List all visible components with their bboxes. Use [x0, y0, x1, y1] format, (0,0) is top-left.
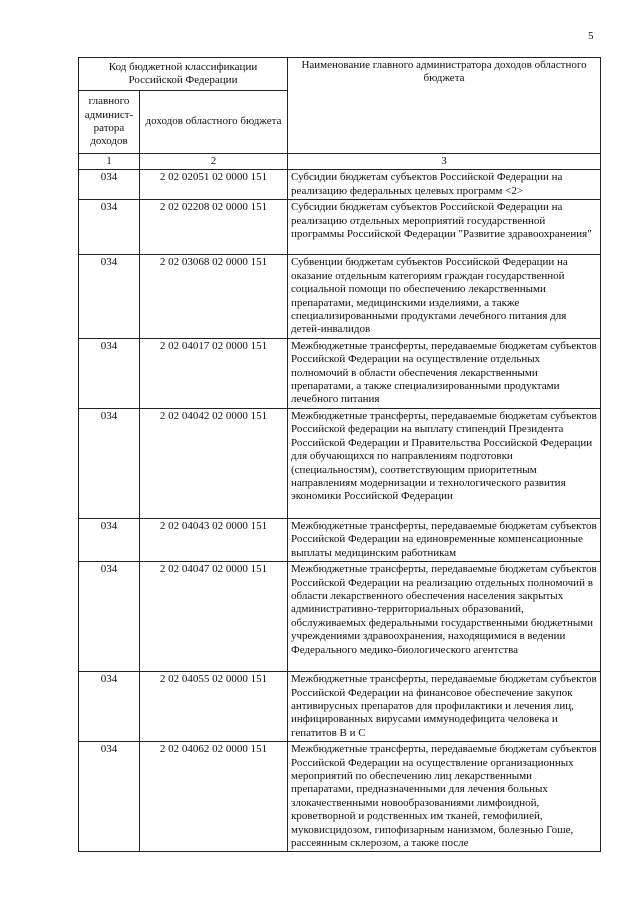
admin-code: 034: [79, 170, 140, 200]
column-number: 1: [79, 154, 140, 170]
income-name: Межбюджетные трансферты, передаваемые бюджетам субъектов Российской Федерации на реализацию отдельных полномочий в области лекарственного обеспечения населения закрытых административно-территориальных образований, обслуживаемых федеральными государственными бюджетными учреждениями здравоохранения, находящимися в ведении Федерального медико-биологического агентства: [288, 562, 601, 672]
table-row: [79, 518, 601, 561]
income-name: Межбюджетные трансферты, передаваемые бюджетам субъектов Российской Федерации на единовременные компенсационные выплаты медицинским работникам: [288, 518, 601, 561]
table-row: [79, 408, 601, 518]
income-name: Субвенции бюджетам субъектов Российской Федерации на оказание отдельным категориям граждан государственной социальной помощи по обеспечению лекарственными препаратами, медицинскими изделиями, а также специализированными продуктами лечебного питания для детей-инвалидов: [288, 255, 601, 338]
column-number-row: [79, 154, 601, 170]
header-administrator-name: Наименование главного администратора доходов областного бюджета: [288, 58, 601, 154]
income-code: 2 02 04043 02 0000 151: [140, 518, 288, 561]
income-name: Межбюджетные трансферты, передаваемые бюджетам субъектов Российской федерации на выплату стипендий Президента Российской Федерации и Правительства Российской Федерации для обучающихся по направлениям подготовки (специальностям), соответствующим приоритетным направлениям модернизации и технологического развития экономики Российской Федерации: [288, 408, 601, 518]
admin-code: 034: [79, 338, 140, 408]
column-number: 3: [288, 154, 601, 170]
admin-code: 034: [79, 200, 140, 255]
income-code: 2 02 04062 02 0000 151: [140, 742, 288, 852]
income-code: 2 02 04055 02 0000 151: [140, 672, 288, 742]
admin-code: 034: [79, 672, 140, 742]
table-row: [79, 338, 601, 408]
income-name: Межбюджетные трансферты, передаваемые бюджетам субъектов Российской Федерации на осуществление организационных мероприятий по обеспечению лиц лекарственными препаратами, предназначенными для лечения больных злокачественными новообразованиями лимфоидной, кроветворной и родственных им тканей, гемофилией, муковисцидозом, гипофизарным нанизмом, болезнью Гоше, рассеянным склерозом, а также после: [288, 742, 601, 852]
table-row: [79, 200, 601, 255]
admin-code: 034: [79, 255, 140, 338]
admin-code: 034: [79, 742, 140, 852]
income-code: 2 02 03068 02 0000 151: [140, 255, 288, 338]
table-row: [79, 672, 601, 742]
budget-classification-table: [78, 57, 601, 852]
admin-code: 034: [79, 518, 140, 561]
header-regional-income: доходов областного бюджета: [140, 91, 288, 154]
header-main-administrator: главного админист-ратора доходов: [79, 91, 140, 154]
table-row: [79, 255, 601, 338]
table-row: [79, 742, 601, 852]
income-code: 2 02 04047 02 0000 151: [140, 562, 288, 672]
income-name: Субсидии бюджетам субъектов Российской Федерации на реализацию отдельных мероприятий государственной программы Российской Федерации "Развитие здравоохранения": [288, 200, 601, 255]
income-name: Межбюджетные трансферты, передаваемые бюджетам субъектов Российской Федерации на финансовое обеспечение закупок антивирусных препаратов для профилактики и лечения лиц, инфицированных вирусами иммунодефицита человека и гепатитов В и С: [288, 672, 601, 742]
page-number: 5: [588, 30, 594, 42]
admin-code: 034: [79, 408, 140, 518]
income-name: Межбюджетные трансферты, передаваемые бюджетам субъектов Российской Федерации на осуществление отдельных полномочий в области обеспечения лекарственными препаратами, а также специализированными продуктами лечебного питания: [288, 338, 601, 408]
header-budget-code-group: Код бюджетной классификации Российской Федерации: [79, 58, 288, 91]
income-code: 2 02 04042 02 0000 151: [140, 408, 288, 518]
income-code: 2 02 04017 02 0000 151: [140, 338, 288, 408]
admin-code: 034: [79, 562, 140, 672]
table-row: [79, 562, 601, 672]
income-name: Субсидии бюджетам субъектов Российской Федерации на реализацию федеральных целевых программ <2>: [288, 170, 601, 200]
income-code: 2 02 02051 02 0000 151: [140, 170, 288, 200]
table-row: [79, 170, 601, 200]
income-code: 2 02 02208 02 0000 151: [140, 200, 288, 255]
column-number: 2: [140, 154, 288, 170]
